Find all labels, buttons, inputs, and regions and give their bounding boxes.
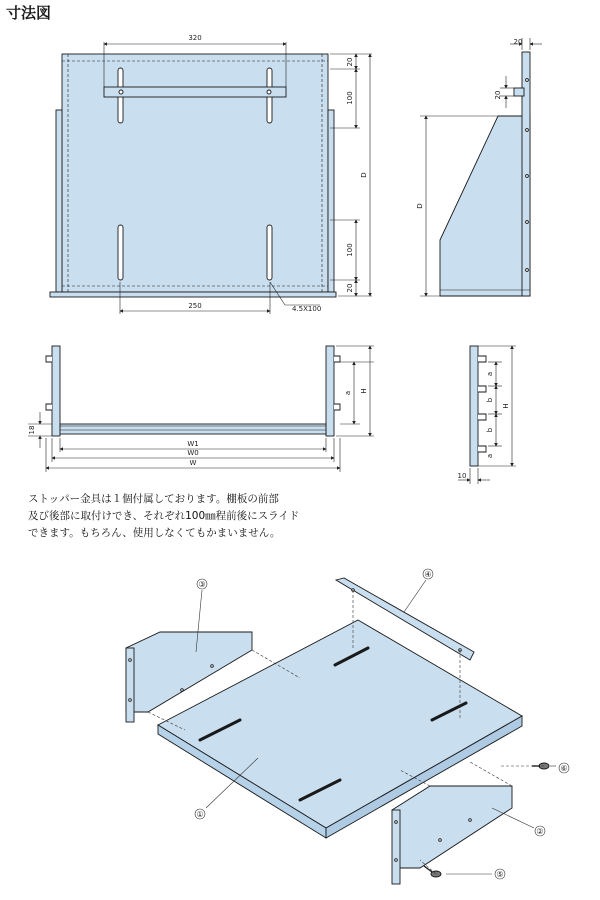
dim-side-depth-d: D [416,203,424,209]
dim-front-a: a [344,390,352,396]
dim-front-18: 18 [28,425,36,435]
dim-front-w1: W1 [187,440,199,448]
dim-slot-pitch-250: 250 [188,302,202,310]
front-view [46,346,340,436]
part-2-side-bracket [392,786,512,868]
part-label-4: ④ [424,570,432,579]
dim-front-w0: W0 [187,449,199,457]
shelf-plate-front-view [60,424,326,434]
side-bracket-outline [440,116,530,296]
part-6-screw [532,763,549,769]
slot-bottom-right [267,225,272,280]
page-title: 寸法図 [6,4,52,22]
dim-front-w: W [189,459,197,467]
dim-front-h: H [360,388,368,394]
dim-bracket-h: H [502,403,510,409]
dim-bracket-a1: a [486,371,494,377]
dim-top-20: 20 [346,57,354,67]
dim-width-320: 320 [188,34,202,42]
dim-side-step-20: 20 [494,90,502,100]
part-label-6: ⑥ [560,764,568,773]
dim-bracket-b2: b [486,427,494,433]
part-5-screw [424,866,441,877]
side-view [440,52,530,296]
part-label-2: ② [536,827,544,836]
dim-offset-100-top: 100 [346,91,354,105]
part-label-3: ③ [198,580,206,589]
part-label-1: ① [196,810,204,819]
dim-bracket-a2: a [486,453,494,459]
top-view [50,54,336,297]
exploded-view [126,578,549,884]
stopper-bar [104,87,286,97]
bracket-profile-dimensions [458,346,516,484]
dim-offset-100-bottom: 100 [346,243,354,257]
dim-bracket-10: 10 [457,472,467,480]
part-label-5: ⑤ [496,870,504,879]
slot-bottom-left [118,225,123,280]
dim-depth-d: D [360,172,368,178]
description-text: ストッパー金具は１個付属しております。棚板の前部 及び後部に取付けでき、それぞれ100㎜程前後にスライド できます。もちろん、使用しなくてもかまいません。 [28,493,300,539]
dim-side-top-20: 20 [513,38,523,46]
front-view-dimensions [28,346,374,472]
dim-bottom-20: 20 [346,283,354,293]
dim-bracket-b1: b [486,397,494,403]
bracket-profile [470,346,486,466]
dim-slot-size: 4.5X100 [292,305,322,313]
